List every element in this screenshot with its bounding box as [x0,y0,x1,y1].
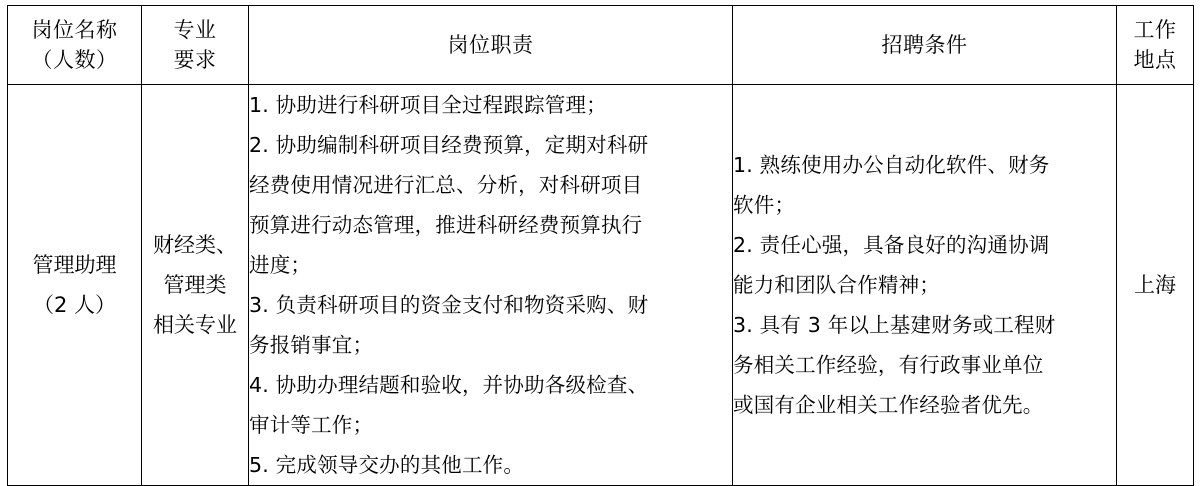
header-position-name [8,6,142,85]
header-line: 岗位职责 [447,33,534,57]
header-recruitment-conditions [733,6,1117,85]
duty-line: 经费使用情况进行汇总、分析，对科研项目 [249,173,643,197]
document-page [0,5,1200,477]
condition-line: 或国有企业相关工作经验者优先。 [733,393,1044,417]
cell-recruitment-conditions [733,85,1117,486]
cell-line: 上海 [1134,273,1176,297]
header-line: 地点 [1133,48,1177,72]
cell-major-requirement [142,85,249,486]
header-line: （人数） [31,48,118,72]
header-line: 工作 [1133,18,1177,42]
cell-line: 管理类 [163,273,227,297]
condition-line: 1. 熟练使用办公自动化软件、财务 [733,153,1050,177]
job-posting-table [7,5,1194,486]
duty-line: 3. 负责科研项目的资金支付和物资采购、财 [249,293,649,317]
duty-line: 审计等工作； [249,413,374,437]
header-job-duties [249,6,733,85]
condition-line: 务相关工作经验，有行政事业单位 [733,353,1044,377]
condition-line: 2. 责任心强，具备良好的沟通协调 [733,233,1050,257]
cell-line: 财经类、 [153,233,237,257]
cell-line: 相关专业 [153,313,237,337]
duty-line: 务报销事宜； [249,333,374,357]
duty-line: 进度； [249,253,312,277]
duty-line: 预算进行动态管理，推进科研经费预算执行 [249,213,643,237]
duty-line: 4. 协助办理结题和验收，并协助各级检查、 [249,373,649,397]
header-line: 招聘条件 [881,33,968,57]
header-work-location [1117,6,1194,85]
table-header-row [8,6,1194,85]
header-line: 岗位名称 [31,18,118,42]
table-row [8,85,1194,486]
header-line: 专业 [173,18,217,42]
condition-line: 能力和团队合作精神； [733,273,940,297]
duty-line: 5. 完成领导交办的其他工作。 [249,453,525,477]
header-major-requirement [142,6,249,85]
cell-line: （2 人） [32,293,117,317]
condition-line: 3. 具有 3 年以上基建财务或工程财 [733,313,1056,337]
cell-position-name [8,85,142,486]
header-line: 要求 [173,48,217,72]
duty-line: 2. 协助编制科研项目经费预算，定期对科研 [249,133,649,157]
condition-line: 软件； [733,193,796,217]
duty-line: 1. 协助进行科研项目全过程跟踪管理； [249,93,607,117]
cell-line: 管理助理 [32,253,117,277]
cell-job-duties [249,85,733,486]
cell-work-location [1117,85,1194,486]
